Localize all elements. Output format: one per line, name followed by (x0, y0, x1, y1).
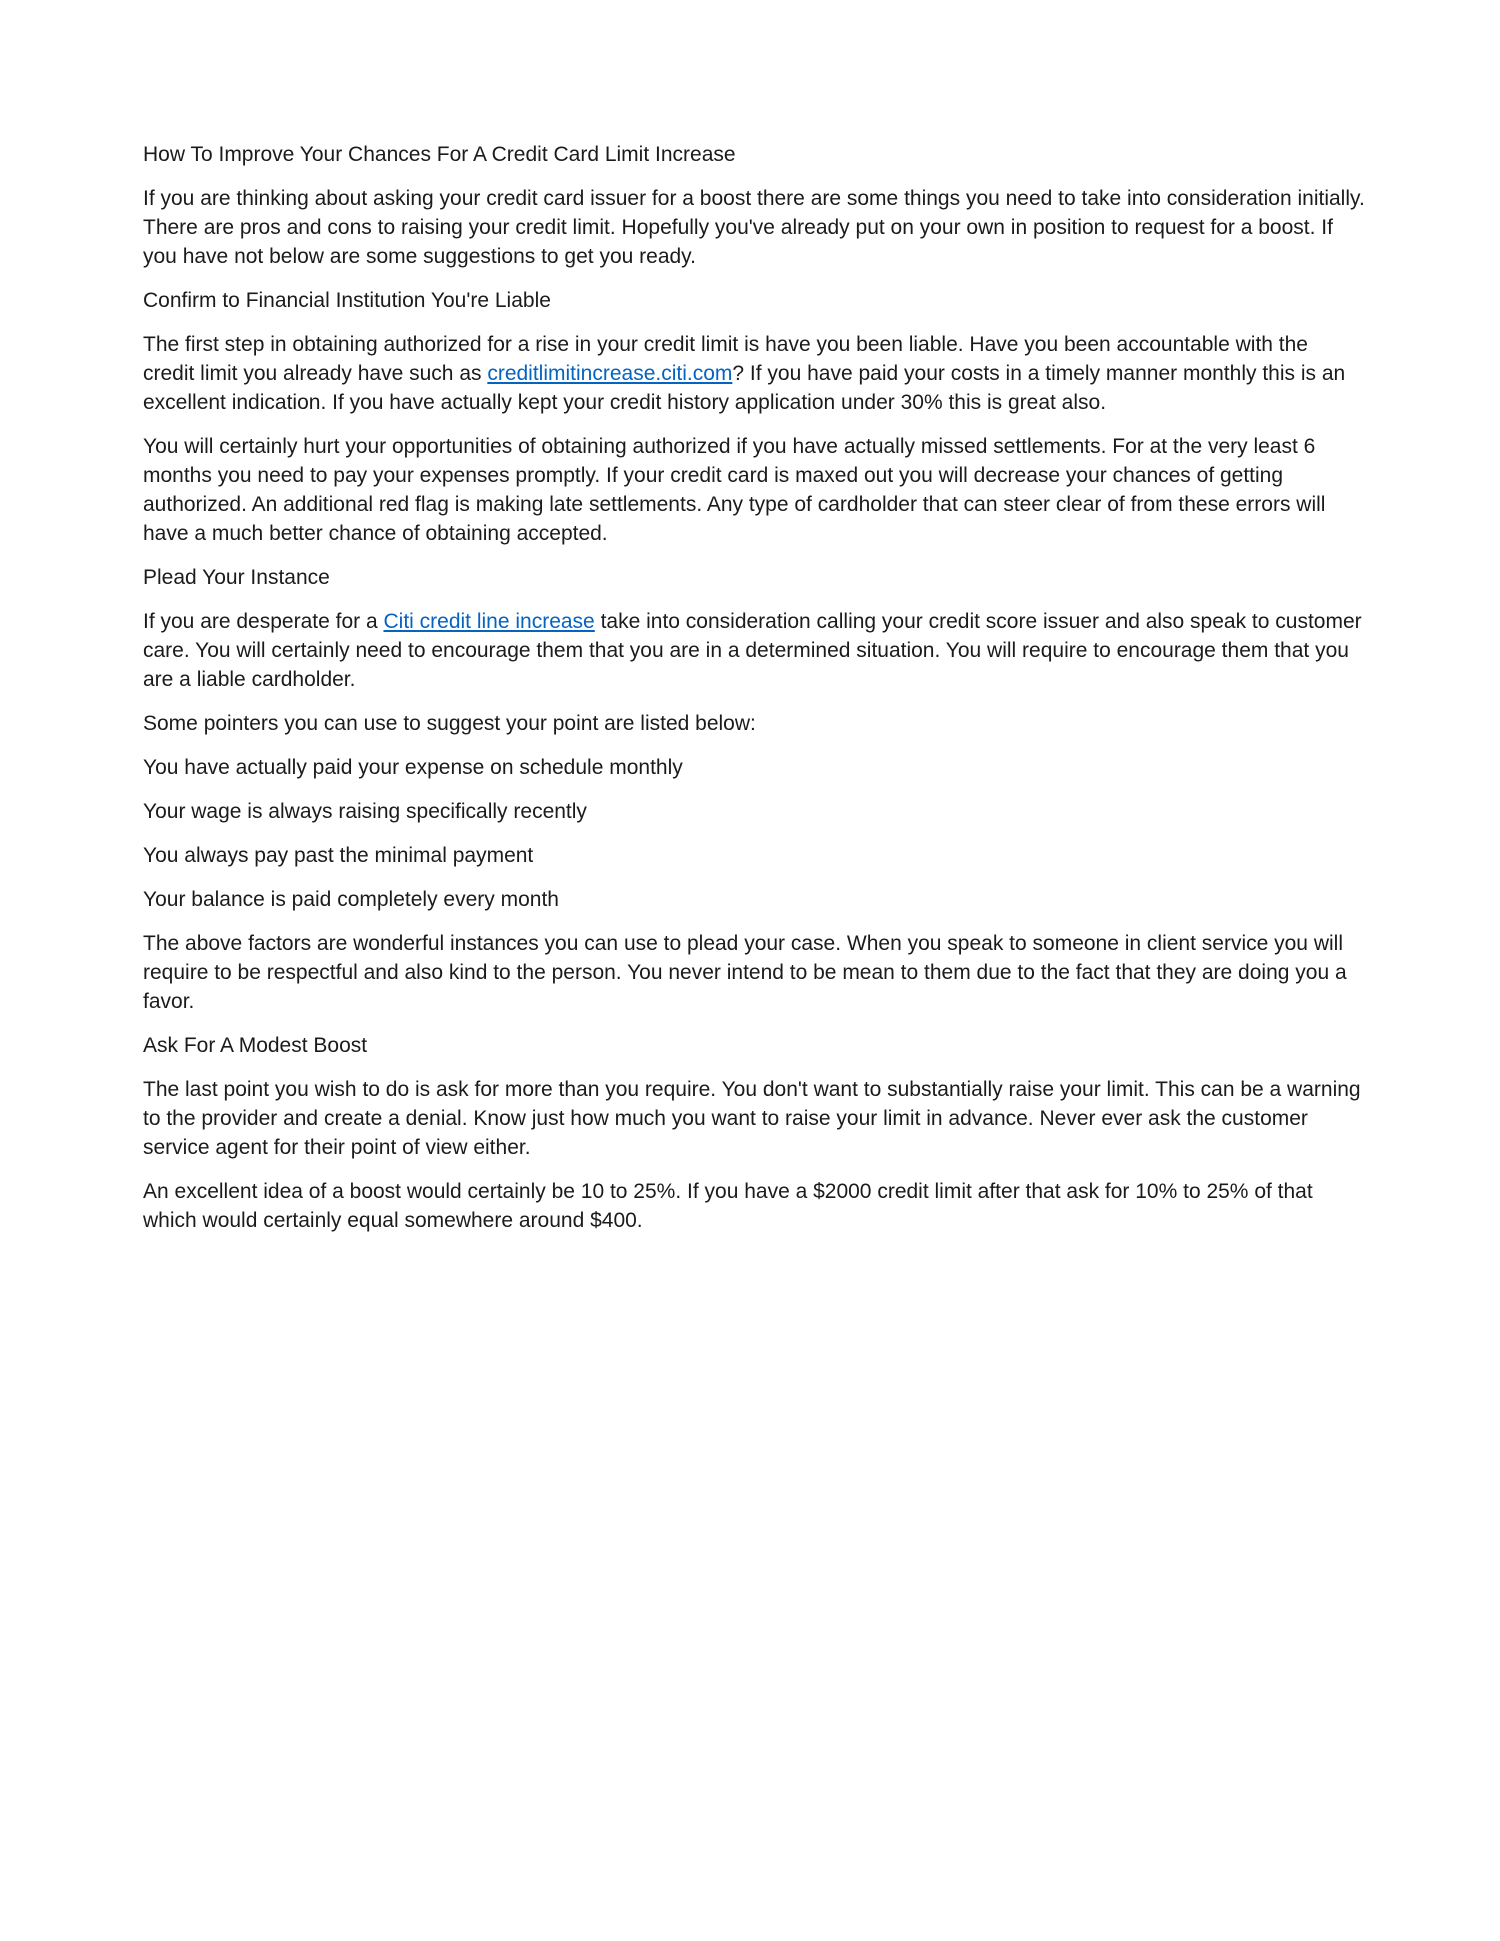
heading-ask-modest-boost: Ask For A Modest Boost (143, 1034, 368, 1057)
citi-credit-line-increase-link[interactable]: Citi credit line increase (383, 610, 595, 633)
document-title: How To Improve Your Chances For A Credit Card Limit Increase (143, 143, 736, 166)
document-content (143, 140, 1365, 1250)
desperate-text-before: If you are desperate for a (143, 610, 384, 633)
pointers-intro-paragraph: Some pointers you can use to suggest your point are listed below: (143, 712, 756, 735)
pointer-item-1: You have actually paid your expense on schedule monthly (143, 756, 683, 779)
first-step-paragraph (143, 330, 1365, 417)
pointer-item-3: You always pay past the minimal payment (143, 844, 534, 867)
heading-plead-instance: Plead Your Instance (143, 566, 330, 589)
desperate-text-after: take into consideration calling your credit score issuer and also speak to customer care. You will certainly need to encourage them that you are in a determined situation. You will require to encourage them that you are a liable cardholder. (143, 610, 1362, 691)
first-step-text-after: ? If you have paid your costs in a timely manner monthly this is an excellent indication. If you have actually kept your credit history application under 30% this is great also. (143, 362, 1346, 414)
pointer-item-2: Your wage is always raising specifically recently (143, 800, 587, 823)
creditlimitincrease-link[interactable]: creditlimitincrease.citi.com (487, 362, 733, 385)
first-step-text-before: The first step in obtaining authorized for a rise in your credit limit is have you been liable. Have you been accountable with the credit limit you already have such as (143, 333, 1308, 385)
excellent-idea-paragraph: An excellent idea of a boost would certainly be 10 to 25%. If you have a $2000 credit limit after that ask for 10% to 25% of that which would certainly equal somewhere around $400. (143, 1180, 1313, 1232)
heading-confirm-liable: Confirm to Financial Institution You're Liable (143, 289, 551, 312)
pointer-item-4: Your balance is paid completely every month (143, 888, 559, 911)
intro-paragraph: If you are thinking about asking your credit card issuer for a boost there are some things you need to take into consideration initially. There are pros and cons to raising your credit limit. Hopefully you've already put on your own in position to request for a boost. If you have not below are some suggestions to get you ready. (143, 187, 1365, 268)
last-point-paragraph: The last point you wish to do is ask for more than you require. You don't want to substantially raise your limit. This can be a warning to the provider and create a denial. Know just how much you want to raise your limit in advance. Never ever ask the customer service agent for their point of view either. (143, 1078, 1361, 1159)
hurt-opportunities-paragraph: You will certainly hurt your opportunities of obtaining authorized if you have actually missed settlements. For at the very least 6 months you need to pay your expenses promptly. If your credit card is maxed out you will decrease your chances of getting authorized. An additional red flag is making late settlements. Any type of cardholder that can steer clear of from these errors will have a much better chance of obtaining accepted. (143, 435, 1326, 545)
above-factors-paragraph: The above factors are wonderful instances you can use to plead your case. When you speak to someone in client service you will require to be respectful and also kind to the person. You never intend to be mean to them due to the fact that they are doing you a favor. (143, 932, 1347, 1013)
desperate-paragraph (143, 607, 1365, 694)
